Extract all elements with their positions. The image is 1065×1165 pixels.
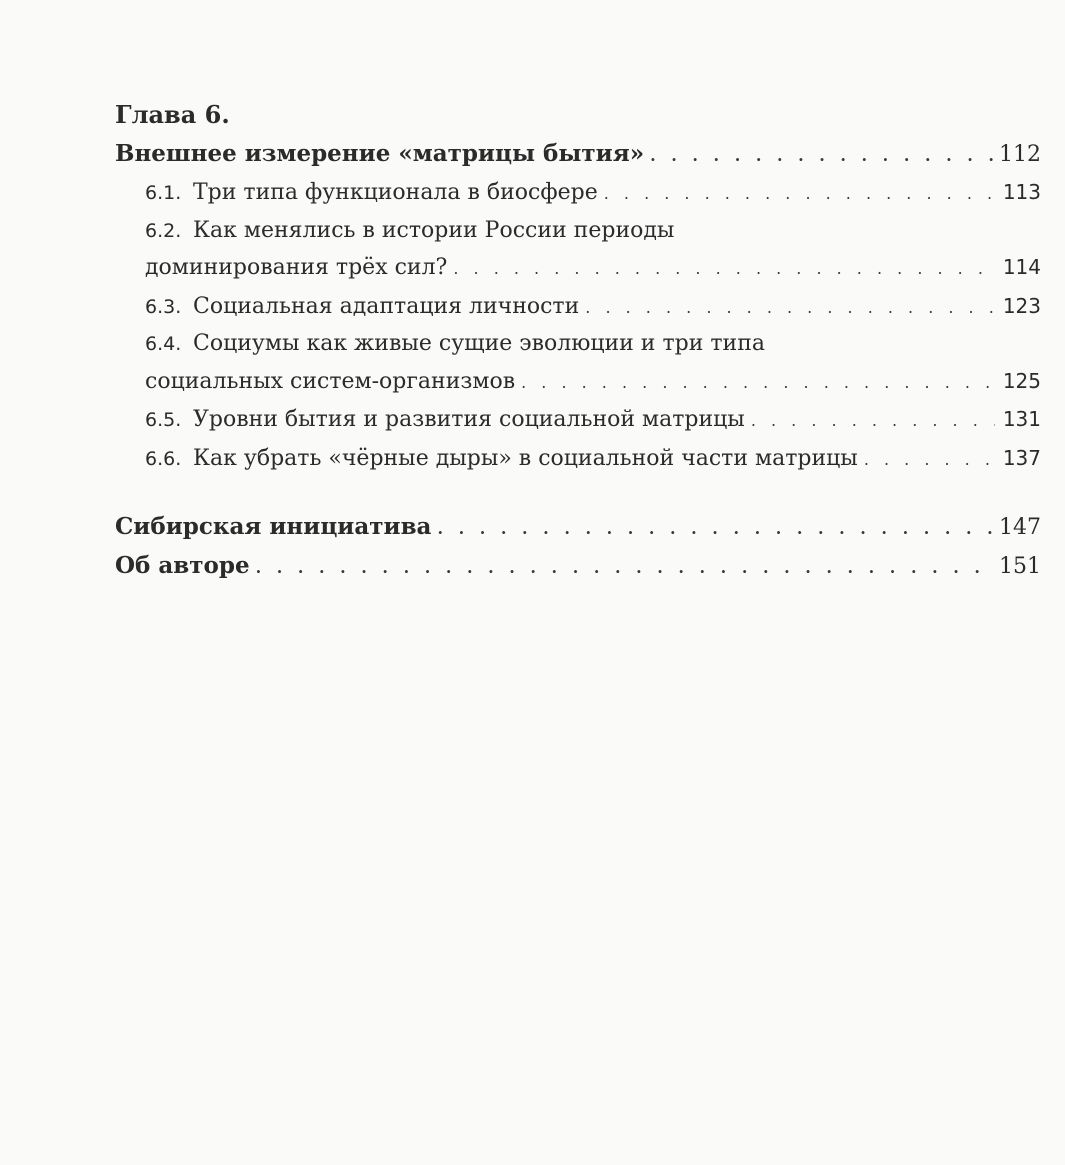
section-title: Уровни бытия и развития социальной матрицы: [193, 407, 745, 432]
page-number: 137: [1002, 445, 1041, 470]
page-number: 147: [999, 515, 1041, 540]
leader-dots: [585, 290, 995, 327]
page-number: 131: [1002, 407, 1041, 431]
section-title-line: Как менялись в истории России периоды: [193, 217, 675, 243]
page-number: 151: [999, 554, 1041, 579]
section-title: Социальная адаптация личности: [193, 293, 580, 319]
section-number: 6.4.: [145, 333, 182, 355]
leader-dots: [650, 137, 993, 174]
leader-dots: [437, 510, 993, 547]
toc-entry-continuation: [115, 249, 1041, 288]
toc-entry-extra: [115, 547, 1041, 586]
section-number: 6.5.: [145, 409, 182, 431]
page-number: 114: [1002, 255, 1041, 279]
section-title: Три типа функционала в биосфере: [193, 180, 598, 205]
leader-dots: [453, 251, 995, 288]
section-number: 6.3.: [145, 295, 182, 318]
extra-title: Сибирская инициатива: [115, 513, 432, 540]
section-title-line: Социумы как живые сущие эволюции и три типа: [193, 331, 765, 356]
toc-entry-section: [115, 174, 1041, 213]
section-gap: [115, 478, 1041, 508]
extra-title: Об авторе: [115, 552, 250, 579]
leader-dots: [256, 549, 993, 586]
leader-dots: [864, 442, 995, 479]
page-number: 125: [1002, 368, 1041, 393]
chapter-title: Внешнее измерение «матрицы бытия»: [115, 140, 645, 167]
section-number: 6.1.: [145, 182, 182, 204]
chapter-label: Глава 6.: [115, 100, 230, 129]
section-number: 6.2.: [145, 219, 182, 242]
page-number: 112: [999, 142, 1041, 167]
toc-entry-section: [115, 326, 1041, 363]
toc-entry-section: [115, 440, 1041, 479]
section-title-line: доминирования трёх сил?: [145, 255, 448, 280]
leader-dots: [521, 365, 995, 402]
toc-entry-continuation: [115, 363, 1041, 402]
toc-entry-section: [115, 401, 1041, 440]
toc-entry-chapter: [115, 135, 1041, 174]
toc-entry-section: [115, 288, 1041, 327]
toc-entry-extra: [115, 508, 1041, 547]
section-number: 6.6.: [145, 447, 182, 470]
toc-entry-section: [115, 213, 1041, 250]
leader-dots: [604, 176, 995, 213]
leader-dots: [751, 403, 995, 440]
section-title: Как убрать «чёрные дыры» в социальной части матрицы: [193, 445, 858, 471]
table-of-contents: [115, 95, 1041, 586]
page-number: 113: [1002, 180, 1041, 204]
page-number: 123: [1002, 293, 1041, 318]
section-title-line: социальных систем-организмов: [145, 368, 516, 394]
